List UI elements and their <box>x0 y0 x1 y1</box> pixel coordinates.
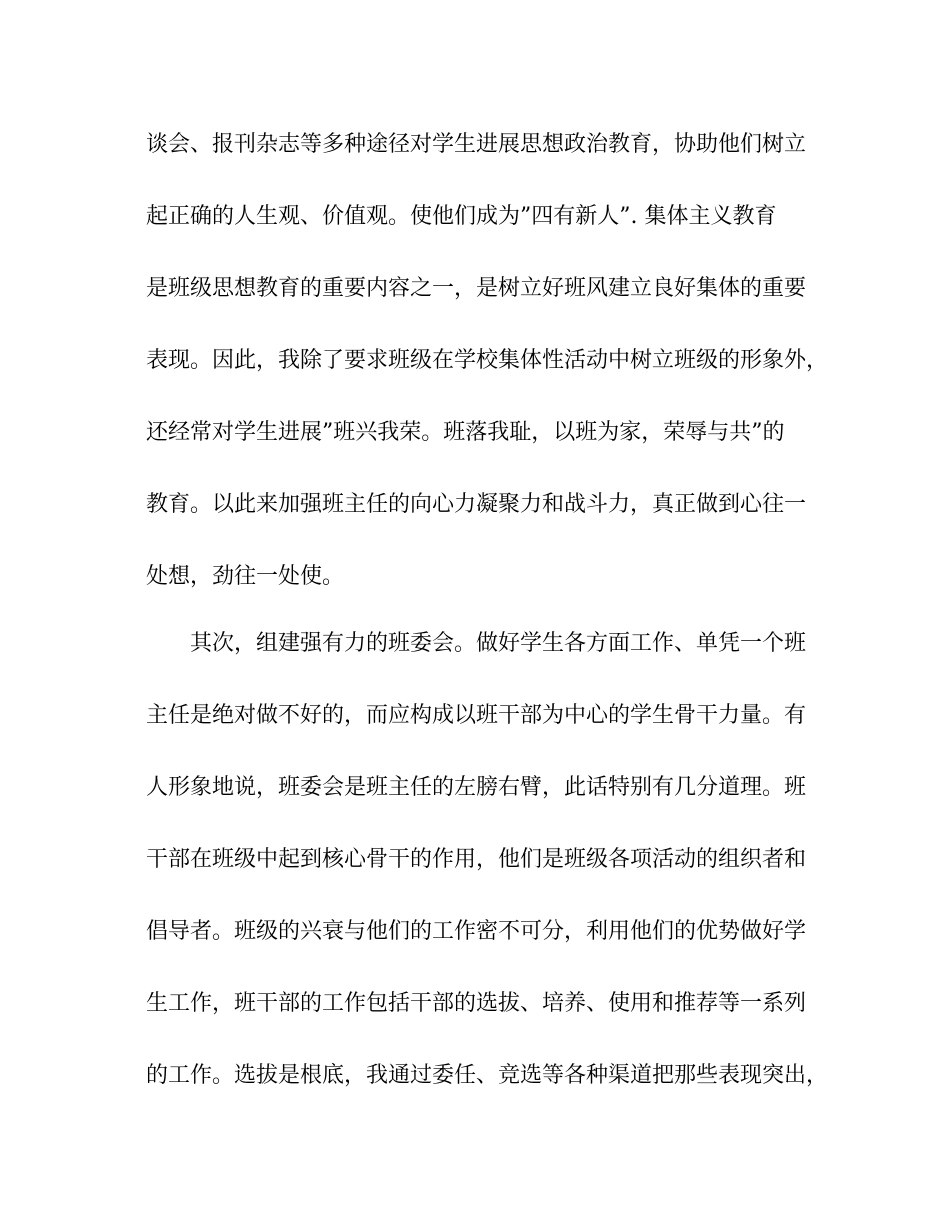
paragraph-first-line: 其次，组建强有力的班委会。做好学生各方面工作、单凭一个班 <box>190 631 807 656</box>
text-line: 处想，劲往一处使。 <box>146 564 345 589</box>
text-line: 主任是绝对做不好的，而应构成以班干部为中心的学生骨干力量。有 <box>146 703 807 728</box>
text-line: 干部在班级中起到核心骨干的作用，他们是班级各项活动的组织者和 <box>146 847 807 872</box>
text-line: 是班级思想教育的重要内容之一，是树立好班风建立良好集体的重要 <box>146 276 807 301</box>
text-line: 生工作，班干部的工作包括干部的选拔、培养、使用和推荐等一系列 <box>146 991 807 1016</box>
text-line: 表现。因此，我除了要求班级在学校集体性活动中树立班级的形象外， <box>146 348 829 373</box>
text-line: 的工作。选拔是根底，我通过委任、竞选等各种渠道把那些表现突出， <box>146 1063 829 1088</box>
text-line: 起正确的人生观、价值观。使他们成为”四有新人”. 集体主义教育 <box>146 204 777 229</box>
text-line: 谈会、报刊杂志等多种途径对学生进展思想政治教育，协助他们树立 <box>146 132 807 157</box>
text-line: 倡导者。班级的兴衰与他们的工作密不可分，利用他们的优势做好学 <box>146 919 807 944</box>
text-line: 人形象地说，班委会是班主任的左膀右臂，此话特别有几分道理。班 <box>146 775 807 800</box>
text-line: 还经常对学生进展”班兴我荣。班落我耻，以班为家，荣辱与共”的 <box>146 420 785 445</box>
text-line: 教育。以此来加强班主任的向心力凝聚力和战斗力，真正做到心往一 <box>146 492 807 517</box>
